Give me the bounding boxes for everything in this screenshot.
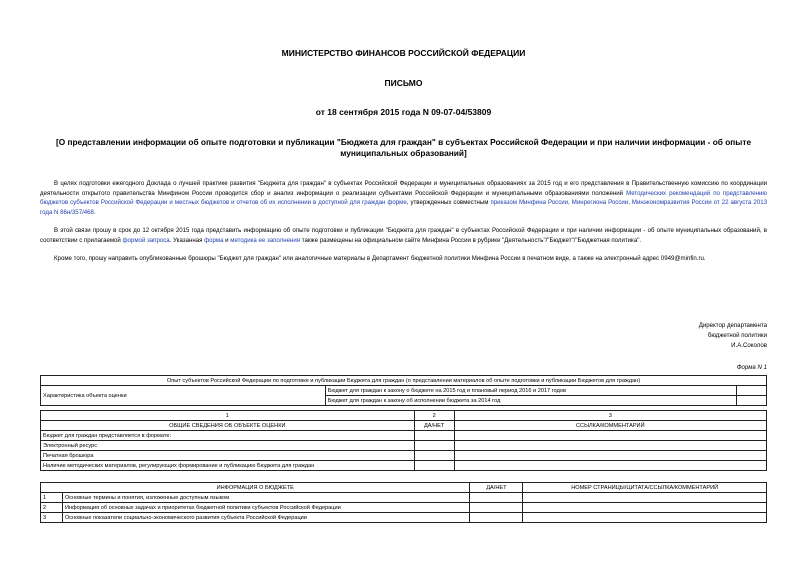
- object-option-2: Бюджет для граждан к закону об исполнении бюджета за 2014 год: [325, 396, 736, 406]
- yes-no-cell[interactable]: [470, 493, 523, 503]
- row-label: Основные термины и понятия, изложенные доступным языком: [62, 493, 470, 503]
- yes-no-cell[interactable]: [414, 451, 454, 461]
- paragraph-1: [40, 179, 767, 217]
- methodical-recommendations-link[interactable]: Методических рекомендаций по представлению бюджетов субъектов Российской Федерации и местных бюджетов и отчетов об их исполнении в доступной для граждан форме: [40, 189, 767, 206]
- table-row: [41, 493, 767, 503]
- table-row: [41, 386, 767, 396]
- p1-text-c: .: [93, 208, 96, 216]
- signature-department: бюджетной политики: [707, 332, 767, 339]
- p1-text-a: В целях подготовки ежегодного Доклада о лучшей практике развития "Бюджета для граждан" в субъектах Российской Федерации и муниципальных образованиях за 2015 год и его представления в Правительственную комиссию по координации деятельности открытого правительства Минфином России проводится сбор и анализ информации о реализации субъектами Российской Федерации и муниципальными образованиями положений: [40, 180, 767, 197]
- table-row: [41, 441, 767, 451]
- row-number: 2: [41, 503, 63, 513]
- row-label: Бюджет для граждан представляется в формате:: [41, 431, 415, 441]
- yes-no-cell[interactable]: [414, 441, 454, 451]
- p2-text-c: и: [223, 236, 231, 244]
- row-label: Наличие методических материалов, регулирующих формирование и публикацию Бюджета для граждан: [41, 461, 415, 471]
- table-title-row: [41, 376, 767, 386]
- object-option-1: Бюджет для граждан к закону о бюджете на 2015 год и плановый период 2016 и 2017 годов: [325, 386, 736, 396]
- column-header: ОБЩИЕ СВЕДЕНИЯ ОБ ОБЪЕКТЕ ОЦЕНКИ: [41, 421, 415, 431]
- order-link[interactable]: приказом Минфина России, Минрегиона России, Минэкономразвития России от 22 августа 2013 года N 86н/357/468: [40, 199, 767, 216]
- column-number: 2: [414, 411, 454, 421]
- budget-info-table: [40, 482, 767, 523]
- comment-cell[interactable]: [523, 493, 767, 503]
- row-label: Электронный ресурс: [41, 441, 415, 451]
- table-row: [41, 451, 767, 461]
- comment-cell[interactable]: [523, 513, 767, 523]
- table-row: [41, 431, 767, 441]
- column-number: 1: [41, 411, 415, 421]
- table-title: Опыт субъектов Российской Федерации по подготовке и публикации Бюджета для граждан (о представлении материалов об опыте подготовки и публикации Бюджетов для граждан): [41, 376, 767, 386]
- object-characteristic-label: Характеристика объекта оценки: [41, 386, 326, 406]
- paragraph-3: Кроме того, прошу направить опубликованные брошюры "Бюджет для граждан" или аналогичные материалы в Департамент бюджетной политики Минфина России в печатном виде, а также на электронный адрес 0949@minfin.ru.: [54, 255, 706, 262]
- document-date-number: от 18 сентября 2015 года N 09-07-04/53809: [315, 107, 492, 117]
- document-title: [О представлении информации об опыте подготовки и публикации "Бюджета для граждан" в субъектах Российской Федерации и при наличии информации - об опыте муниципальных образований]: [55, 137, 752, 158]
- p2-text-d: также размещены на официальном сайте Минфина России в рубрике "Деятельность"/"Бюджет"/"Бюджетная политика".: [300, 236, 642, 244]
- document-type: ПИСЬМО: [384, 78, 423, 88]
- comment-cell[interactable]: [454, 461, 766, 471]
- signature-name: И.А.Соколов: [731, 342, 767, 349]
- column-number-row: [41, 411, 767, 421]
- row-number: 3: [41, 513, 63, 523]
- option-1-mark-cell[interactable]: [737, 386, 767, 396]
- comment-cell[interactable]: [454, 441, 766, 451]
- signature-block: [699, 321, 767, 351]
- filling-methodology-link[interactable]: методика ее заполнения: [230, 236, 301, 244]
- form-label: Форма N 1: [736, 364, 767, 371]
- p2-text-a: В этой связи прошу в срок до 12 октября 2015 года представить информацию об опыте подготовки и публикации "Бюджета для граждан" в субъектах Российской Федерации и при наличии информации - об опыте муниципальных образований, в соответствии с прилагаемой: [40, 227, 767, 244]
- p1-text-b: , утвержденных совместным: [406, 199, 491, 206]
- body-text: [40, 179, 767, 264]
- column-header: ДА/НЕТ: [414, 421, 454, 431]
- form-link[interactable]: форма: [204, 236, 224, 244]
- column-header: ССЫЛКА/КОММЕНТАРИЙ: [454, 421, 766, 431]
- table-row: [41, 461, 767, 471]
- option-2-mark-cell[interactable]: [737, 396, 767, 406]
- paragraph-2: [40, 226, 767, 245]
- row-label: Печатная брошюра: [41, 451, 415, 461]
- yes-no-cell[interactable]: [414, 461, 454, 471]
- signature-position: Директор департамента: [698, 322, 767, 329]
- column-number: 3: [454, 411, 766, 421]
- row-label: Основные показатели социально-экономического развития субъекта Российской Федерации: [62, 513, 470, 523]
- column-header-row: [41, 483, 767, 493]
- ministry-name: МИНИСТЕРСТВО ФИНАНСОВ РОССИЙСКОЙ ФЕДЕРАЦИИ: [281, 48, 526, 58]
- yes-no-cell[interactable]: [470, 503, 523, 513]
- comment-cell[interactable]: [454, 431, 766, 441]
- table-row: [41, 503, 767, 513]
- row-number: 1: [41, 493, 63, 503]
- column-header: НОМЕР СТРАНИЦЫ/ЦИТАТА/ССЫЛКА/КОММЕНТАРИЙ: [523, 483, 767, 493]
- request-form-link[interactable]: формой запроса: [122, 236, 170, 244]
- comment-cell[interactable]: [454, 451, 766, 461]
- column-header: ДА/НЕТ: [470, 483, 523, 493]
- yes-no-cell[interactable]: [414, 431, 454, 441]
- comment-cell[interactable]: [523, 503, 767, 513]
- table-row: [41, 513, 767, 523]
- yes-no-cell[interactable]: [470, 513, 523, 523]
- general-info-table: [40, 375, 767, 471]
- column-header-row: [41, 421, 767, 431]
- row-label: Информация об основных задачах и приоритетах бюджетной политики субъектов Российской Федерации: [62, 503, 470, 513]
- p2-text-b: . Указанная: [169, 236, 205, 244]
- column-header: ИНФОРМАЦИЯ О БЮДЖЕТЕ: [41, 483, 470, 493]
